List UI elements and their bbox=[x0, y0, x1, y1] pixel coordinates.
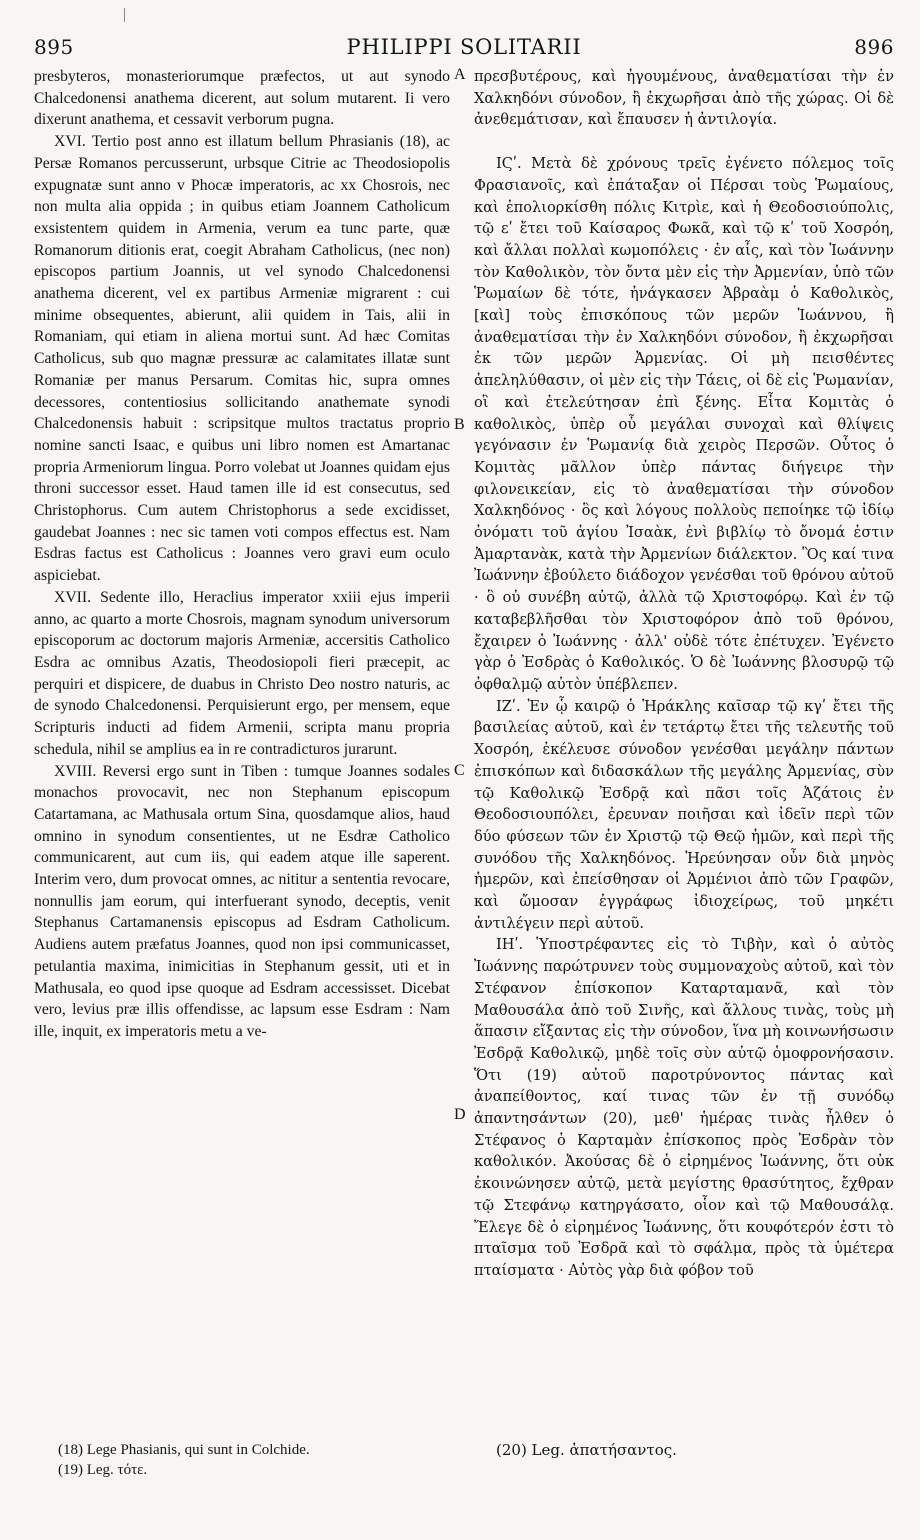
margin-letter-b: B bbox=[454, 416, 465, 433]
running-title: PHILIPPI SOLITARII bbox=[346, 35, 582, 59]
margin-letter-c: C bbox=[454, 762, 465, 779]
latin-column bbox=[34, 66, 450, 1043]
footnotes-right bbox=[496, 1440, 876, 1460]
scan-mark bbox=[124, 8, 125, 22]
footnote-20: (20) Leg. ἀπατήσαντος. bbox=[496, 1441, 677, 1459]
greek-section-16: ΙϚʹ. Μετὰ δὲ χρόνους τρεῖς ἐγένετο πόλεμος τοῖς Φρασιανοῖς, καὶ ἐπάταξαν οἱ Πέρσαι τοὺς Ῥωμαίους, καὶ ἐπολιορκίσθη πόλις Κιτρὶε, καὶ ἡ Θεοδοσιούπολις, τῷ εʹ ἔτει τοῦ Καίσαρος Φωκᾶ, καὶ τῷ κʹ τοῦ Χοσρόη, καὶ ἄλλαι πολλαὶ κωμοπόλεις · ἐν αἷς, καὶ τὸν Ἰωάννην τὸν Καθολικὸν, τὸν ὄντα μὲν εἰς τὴν Ἀρμενίαν, ὑπὸ τῶν Ῥωμαίων δὲ τότε, ἠνάγκασεν Ἀβραὰμ ὁ Καθολικὸς, [καὶ] τοὺς ἐπισκόπους τῶν μερῶν Ἰωάννου, ἢ ἀναθεματίσαι τὴν ἐν Χαλκηδόνι σύνοδον, ἢ ἐκχωρῆσαι ἐκ τῶν μερῶν Ἀρμενίας. Οἱ μὴ πεισθέντες ἀπεληλύθασιν, οἱ μὲν εἰς τὴν Τάεις, οἱ δὲ εἰς Ῥωμανίαν, οἳ καὶ ἐτελεύτησαν ἐπὶ ξένης. Εἶτα Κομιτὰς ὁ καθολικὸς, ὑπὲρ οὗ μεγάλαι συνοχαὶ καὶ θλίψεις γεγόνασιν ἐν Ῥωμανίᾳ διὰ χειρὸς Περσῶν. Οὗτος ὁ Κομιτὰς μᾶλλον ὑπὲρ πάντας διήγειρε τὴν φιλονεικείαν, εἰς τὸ ἀναθεματίσαι τὴν σύνοδον Χαλκηδόνος · ὃς καὶ λόγους πολλοὺς πεποίηκε τῷ ἰδίῳ ὀνόματι τοῦ ἁγίου Ἰσαὰκ, ἐνὶ βιβλίῳ τὸ ὄνομά ἐστιν Ἀμαρτανὰκ, κατὰ τὴν Ἀρμενίων διάλεκτον. Ὃς καί τινα Ἰωάννην ἐβούλετο διάδοχον γενέσθαι τοῦ θρόνου αὐτοῦ · ὃ οὐ συνέβη αὐτῷ, ἀλλὰ τῷ Χριστοφόρῳ. Καὶ ἐν τῷ καταβεβλῆσθαι τὸν Χριστοφόρον ἀπὸ τοῦ θρόνου, ἔχαιρεν ὁ Ἰωάννης · ἀλλ' οὐδὲ τότε ἐπέτυχεν. Ἐγένετο γὰρ ὁ Ἐσδρὰς ὁ Καθολικός. Ὁ δὲ Ἰωάννης βλοσυρῷ τῷ ὀφθαλμῷ αὐτὸν ὑπέβλεπεν. bbox=[474, 155, 894, 693]
latin-paragraph-1: presbyteros, monasteriorumque præfectos, ut aut synodo Chalcedonensi anathema dicerent, aut solum mutarent. Ii vero dixerunt anathema, et cessavit verborum pugna. bbox=[34, 68, 450, 129]
margin-letter-d: D bbox=[454, 1106, 466, 1123]
footnote-18: (18) Lege Phasianis, qui sunt in Colchide. bbox=[58, 1442, 310, 1458]
latin-section-xvi: XVI. Tertio post anno est illatum bellum Phrasianis (18), ac Persæ Romanos percusserunt, urbsque Citrie ac Theodosiopolis expugnatæ sunt anno v Phocæ imperatoris, ac xx Chosrois, nec non multa alia oppida ; in quibus etiam Joannem Catholicum exsistentem quidem in Armenia, verum ea tunc parte, quæ Romanorum ditionis erat, coegit Abraham Catholicus, (nec non) episcopos partium Joannis, ut vel synodo Chalcedonensi anathema dicerent, vel ex partibus Armeniæ migrarent : cui minime obsequentes, abierunt, alii quidem in Tais, alii in Romaniam, qui etiam in aliena mortui sunt. Ad hæc Comitas Catholicus, sub quo magnæ pressuræ ac calamitates illatæ sunt Romaniæ per manus Persarum. Comitas hic, supra omnes decessores, contentiosius sollicitando anathemate synodi Chalcedonensis habuit : scripsitque multos tractatus proprio nomine sancti Isaac, e quibus uni libro nomen est Amartanac propria Armeniorum lingua. Porro volebat ut Joannes quidam ejus throni successor esset. Haud tamen ille id est consecutus, sed Christophorus. Cum autem Christophorus a sede excidisset, gaudebat Joannes : nec sic tamen voti compos effectus est. Nam Esdras factus est Catholicus : Joannes vero gravi eum oculo aspiciebat. bbox=[34, 133, 450, 585]
greek-section-17: ΙΖʹ. Ἐν ᾧ καιρῷ ὁ Ἡράκλης καῖσαρ τῷ κγʹ ἔτει τῆς βασιλείας αὐτοῦ, καὶ ἐν τετάρτῳ ἔτει τῆς τελευτῆς τοῦ Χοσρόη, ἐκέλευσε σύνοδον γενέσθαι μεγάλην πάντων ἐπισκόπων καὶ διδασκάλων τῆς μεγάλης Ἀρμενίας, σὺν τῷ Καθολικῷ Ἐσδρᾷ καὶ πᾶσι τοῖς Ἀζάτοις ἐν Θεοδοσιουπόλει, ἐρευναν ποιῆσαι καὶ ἰδεῖν περὶ τῶν δύο φύσεων τῶν ἐν Χριστῷ τῷ Θεῷ ἡμῶν, καὶ περὶ τῆς συνόδου τῆς Χαλκηδόνος. Ἠρεύνησαν οὖν διὰ μηνὸς ἡμερῶν, καὶ ἐπείσθησαν οἱ Ἀρμένιοι ἀπὸ τῶν Γραφῶν, καὶ ὤμοσαν ἐγγράφως ἰδιοχείρως, τοῦ μηκέτι ἀντιλέγειν περὶ αὐτοῦ. bbox=[474, 697, 894, 932]
latin-section-xvii: XVII. Sedente illo, Heraclius imperator xxiii ejus imperii anno, ac quarto a morte Chosrois, magnam synodum universorum episcoporum ac doctorum majoris Armeniæ, accersitis Catholico Esdra ac omnibus Azatis, Theodosiopoli fieri præcepit, ac perquiri et dispicere, de duabus in Christo Deo nostro naturis, ac de synodo Chalcedonensi. Perquisierunt ergo, per mensem, eque Scripturis inducti ad fidem Armenii, scripta manu propria schedula, nihil se amplius ea in re contradicturos jurarunt. bbox=[34, 588, 450, 758]
margin-letter-a: A bbox=[454, 66, 466, 83]
right-page-number: 896 bbox=[854, 35, 894, 59]
footnotes-left bbox=[58, 1440, 438, 1480]
greek-section-18: ΙΗʹ. Ὑποστρέφαντες εἰς τὸ Τιβὴν, καὶ ὁ αὐτὸς Ἰωάννης παρώτρυνεν τοὺς συμμοναχοὺς αὐτοῦ, καὶ τὸν Στέφανον ἐπίσκοπον Καταρταμανᾶ, καὶ τὸν Μαθουσάλα ἀπὸ τοῦ Σινῆς, καὶ ἄλλους τινὰς, τοὺς μὴ ἅπασιν εἴξαντας εἰς τὴν σύνοδον, ἵνα μὴ κοινωνήσωσιν Ἐσδρᾷ Καθολικῷ, μηδὲ τοῖς σὺν αὐτῷ ὁμοφρονήσασιν. Ὅτι (19) αὐτοῦ παροτρύνοντος πάντας καὶ ἀναπείθοντος, καί τινας τῶν ἐν τῇ συνόδῳ ἀπαντησάντων (20), μεθ' ἡμέρας τινὰς ἦλθεν ὁ Στέφανος ὁ Καρταμὰν ἐπίσκοπος πρὸς Ἐσδρὰν τὸν καθολικόν. Ἀκούσας δὲ ὁ εἰρημένος Ἰωάννης, ὅτι οὐκ ἐκοινώνησεν αὐτῷ, μετὰ μεγίστης θρασύτητος, ἔχθραν τῷ Στεφάνῳ κατηργάσατο, οἷον καὶ τῷ Μαθουσάλᾳ. Ἔλεγε δὲ ὁ εἰρημένος Ἰωάννης, ὅτι κουφότερόν ἐστι τὸ πταῖσμα τοῦ Ἐσδρᾶ καὶ τὸ σφάλμα, πρὸς τὰ ὑμέτερα πταίσματα · Αὐτὸς γὰρ διὰ φόβον τοῦ bbox=[474, 936, 894, 1279]
greek-column bbox=[474, 66, 894, 1282]
running-header bbox=[34, 32, 894, 62]
latin-section-xviii: XVIII. Reversi ergo sunt in Tiben : tumque Joannes sodales monachos provocavit, nec non Stephanum episcopum Catartamana, ac Mathusala ortum Sina, quosdamque alios, haud omnino in synodum consentientes, ut ne Esdræ Catholico communicarent, aut cum iis, qui eadem atque ille saperent. Interim vero, dum provocat omnes, ac nititur a sententia revocare, nonnullis jam eorum, qui interfuerant synodo, deceptis, venit Stephanus Cartamanensis episcopus ad Esdram Catholicum. Audiens autem præfatus Joannes, quod non ipsi communicasset, petulantia maxima, inimicitias in Stephanum gessit, uti et in Mathusala, eo quod ipse quoque ad Esdram accessisset. Dicebat vero, levius præ illis offendisse, ac lapsum esse Esdram : Nam ille, inquit, ex imperatoris metu a ve- bbox=[34, 762, 450, 1040]
greek-paragraph-1: πρεσβυτέρους, καὶ ἡγουμένους, ἀναθεματίσαι τὴν ἐν Χαλκηδόνι σύνοδον, ἢ ἐκχωρῆσαι ἀπὸ τῆς χώρας. Οἱ δὲ ἀνεθεμάτισαν, καὶ ἔπαυσεν ἡ ἀντιλογία. bbox=[474, 68, 894, 129]
left-page-number: 895 bbox=[34, 35, 74, 59]
footnote-19: (19) Leg. τότε. bbox=[58, 1462, 148, 1478]
